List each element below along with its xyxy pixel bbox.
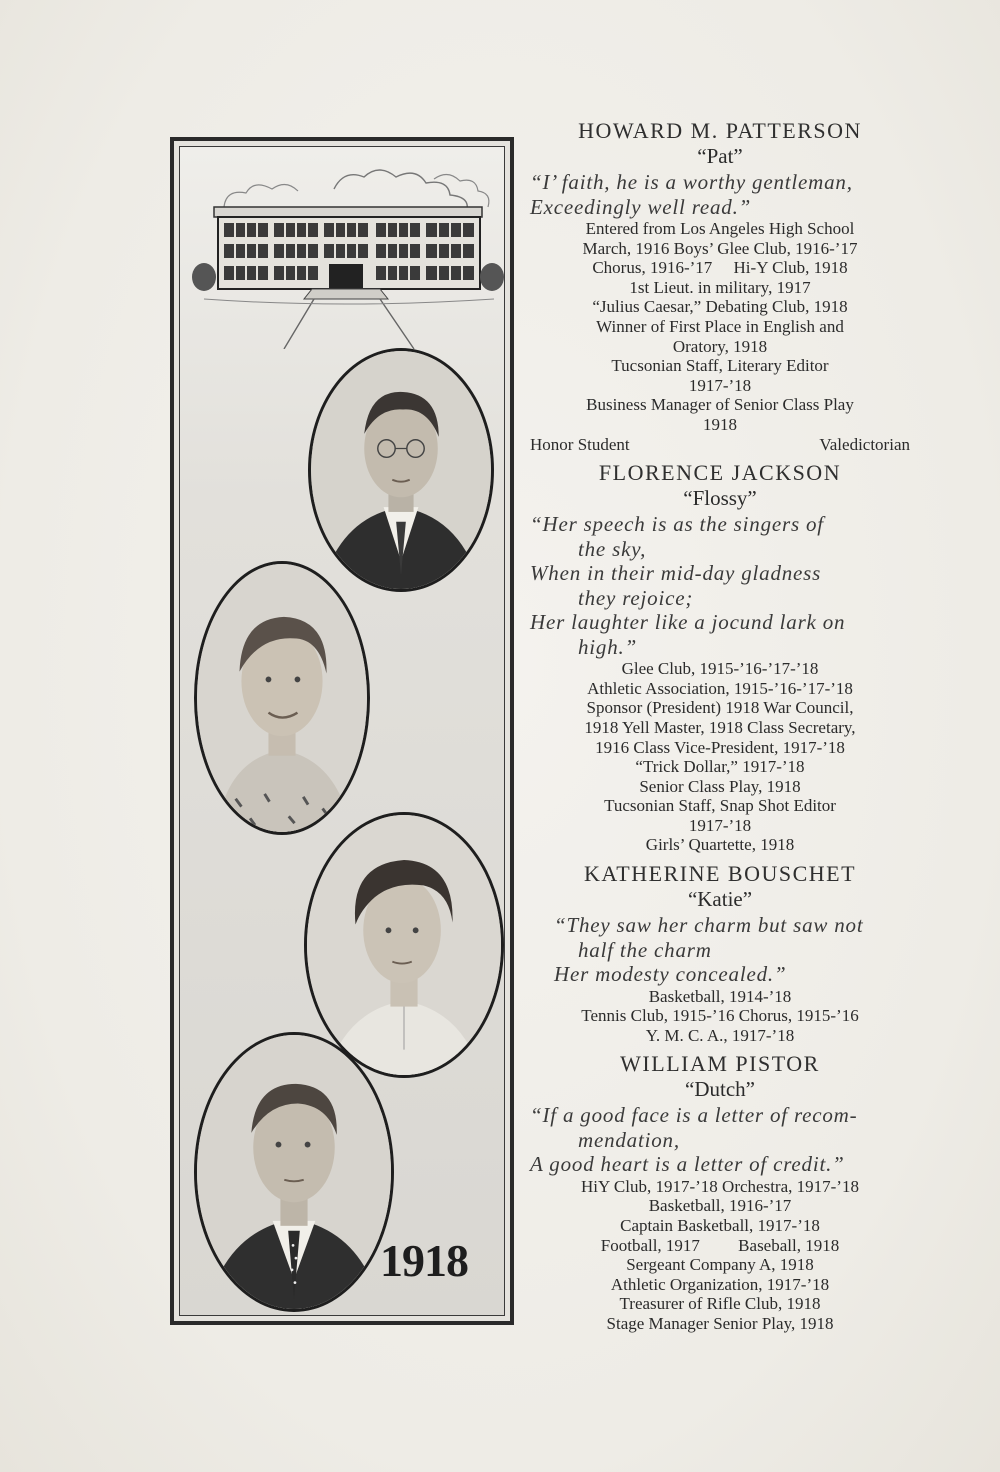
activity-line: Sergeant Company A, 1918 <box>626 1255 814 1275</box>
activity-line: “Julius Caesar,” Debating Club, 1918 <box>592 297 848 317</box>
entry-florence-jackson <box>530 460 910 855</box>
activity-line: 1st Lieut. in military, 1917 <box>629 277 811 297</box>
quote-line: the sky, <box>578 536 647 561</box>
activity-line: “Trick Dollar,” 1917-’18 <box>635 757 805 777</box>
activities <box>530 219 910 454</box>
year-label: 1918 <box>380 1235 468 1286</box>
activity-line: March, 1916 Boys’ Glee Club, 1916-’17 <box>582 238 858 258</box>
activity-line: HiY Club, 1917-’18 Orchestra, 1917-’18 <box>581 1176 859 1196</box>
activity-line: Sponsor (President) 1918 War Council, <box>586 698 854 718</box>
activity-line: Athletic Organization, 1917-’18 <box>610 1274 830 1294</box>
quote-line: “If a good face is a letter of recom- <box>530 1103 858 1128</box>
student-nickname: “Katie” <box>687 887 753 912</box>
entry-howard-patterson <box>530 118 910 454</box>
quote-line: “I’ faith, he is a worthy gentleman, <box>530 170 853 194</box>
quote-line: Her modesty concealed.” <box>554 962 787 987</box>
quote-line: A good heart is a letter of credit.” <box>530 1152 845 1177</box>
student-nickname: “Dutch” <box>685 1077 755 1102</box>
activity-line: 1918 Yell Master, 1918 Class Secretary, <box>584 717 856 737</box>
quote-line: they rejoice; <box>578 585 694 610</box>
activity-line: Basketball, 1914-’18 <box>648 986 792 1006</box>
student-name: FLORENCE JACKSON <box>598 460 842 486</box>
activity-line: Basketball, 1916-’17 <box>648 1196 792 1216</box>
student-quote <box>530 170 910 219</box>
biography-column <box>530 118 910 1340</box>
activity-line: 1918 <box>703 414 737 434</box>
valedictorian: Valedictorian <box>819 434 910 454</box>
student-name: WILLIAM PISTOR <box>620 1051 820 1077</box>
quote-line: mendation, <box>578 1127 680 1152</box>
student-quote <box>530 1103 910 1177</box>
school-building-sketch <box>184 149 505 349</box>
activity-line: 1917-’18 <box>688 375 752 395</box>
activity-line: Tucsonian Staff, Literary Editor <box>611 356 829 376</box>
student-quote <box>530 913 910 987</box>
entry-katherine-bouschet <box>530 861 910 1045</box>
quote-line: Exceedingly well read.” <box>530 194 752 219</box>
photo-panel <box>170 137 514 1325</box>
activity-line: Winner of First Place in English and <box>596 316 844 336</box>
activity-line: Entered from Los Angeles High School <box>585 219 855 238</box>
activity-line: Y. M. C. A., 1917-’18 <box>645 1025 795 1045</box>
activity-line: Captain Basketball, 1917-’18 <box>620 1216 820 1236</box>
student-name: KATHERINE BOUSCHET <box>583 861 857 887</box>
howard-patterson-portrait <box>308 348 494 592</box>
quote-line: “They saw her charm but saw not <box>554 913 864 938</box>
activity-line: Tennis Club, 1915-’16 Chorus, 1915-’16 <box>581 1006 859 1026</box>
activity-line: Oratory, 1918 <box>672 336 768 356</box>
activities <box>530 1177 910 1334</box>
activity-line: Business Manager of Senior Class Play <box>586 395 854 415</box>
quote-line: “Her speech is as the singers of <box>530 512 824 537</box>
activity-line: Girls’ Quartette, 1918 <box>645 835 795 855</box>
activity-line: Stage Manager Senior Play, 1918 <box>606 1314 834 1333</box>
activity-line: Treasurer of Rifle Club, 1918 <box>619 1294 821 1314</box>
activity-line: Tucsonian Staff, Snap Shot Editor <box>604 796 836 816</box>
activity-line: 1916 Class Vice-President, 1917-’18 <box>595 737 845 757</box>
entry-william-pistor <box>530 1051 910 1333</box>
activity-line: 1917-’18 <box>688 815 752 835</box>
quote-line: Her laughter like a jocund lark on <box>530 610 846 635</box>
honors-line <box>530 435 910 455</box>
quote-line: half the charm <box>578 937 712 962</box>
quote-line: high.” <box>578 634 638 659</box>
student-quote <box>530 512 910 659</box>
activities <box>530 659 910 855</box>
florence-jackson-portrait <box>194 561 370 835</box>
william-pistor-portrait <box>194 1032 394 1312</box>
student-nickname: “Flossy” <box>683 486 757 511</box>
activity-line: Glee Club, 1915-’16-’17-’18 <box>621 659 819 679</box>
student-name: HOWARD M. PATTERSON <box>578 118 862 143</box>
activity-line: Athletic Association, 1915-’16-’17-’18 <box>587 678 853 698</box>
activities <box>530 987 910 1046</box>
activity-line: Senior Class Play, 1918 <box>639 776 801 796</box>
photo-panel-inner <box>179 146 505 1316</box>
activity-line: Chorus, 1916-’17 Hi-Y Club, 1918 <box>592 258 848 278</box>
katherine-bouschet-portrait <box>304 812 504 1078</box>
honor-student: Honor Student <box>530 434 630 454</box>
student-nickname: “Pat” <box>697 144 743 168</box>
quote-line: When in their mid-day gladness <box>530 561 822 586</box>
activity-line: Football, 1917 Baseball, 1918 <box>600 1235 840 1255</box>
